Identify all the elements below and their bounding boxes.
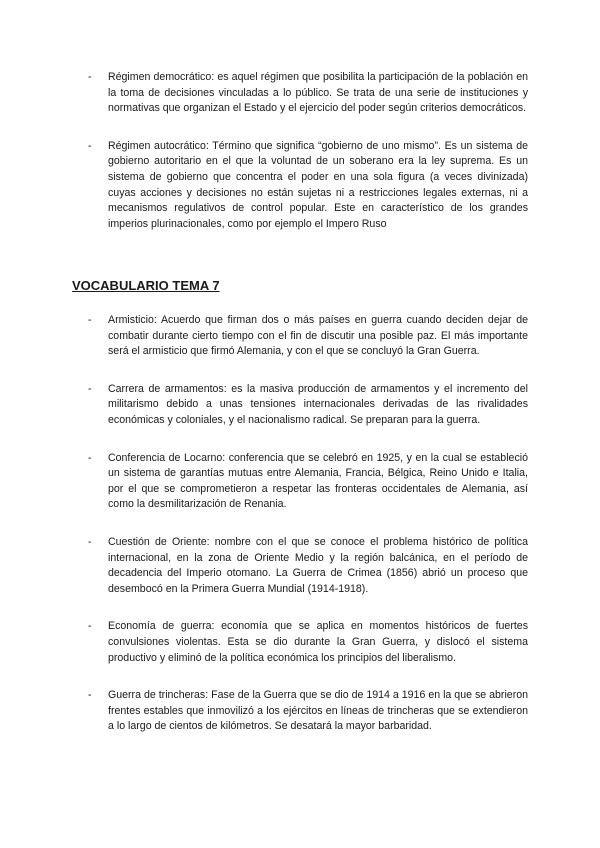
list-item-regimen-democratico	[88, 70, 528, 117]
definition-text: Cuestión de Oriente: nombre con el que se conoce el problema histórico de política internacional, en la zona de Oriente Medio y la región balcánica, en el período de decadencia del Imperio otomano. La Guerra de Crimea (1856) abrió un proceso que desembocó en la Primera Guerra Mundial (1914-1918).	[108, 535, 528, 595]
definition-text: Armisticio: Acuerdo que firman dos o más países en guerra cuando deciden dejar de combatir durante cierto tiempo con el fin de discutir una posible paz. El más importante será el armisticio que firmó Alemania, y con el que se concluyó la Gran Guerra.	[108, 314, 528, 358]
list-item-carrera-armamentos	[88, 382, 528, 429]
top-definitions-list	[88, 70, 528, 254]
bullet-dash: -	[88, 314, 92, 326]
list-item-cuestion-oriente	[88, 535, 528, 597]
definition-text: Carrera de armamentos: es la masiva producción de armamentos y el incremento del militarismo debido a unas tensiones internacionales derivadas de las rivalidades económicas y coloniales, y el nacionalismo radical. Se preparan para la guerra.	[108, 382, 528, 426]
list-item-conferencia-locarno	[88, 451, 528, 513]
definition-text: Régimen democrático: es aquel régimen que posibilita la participación de la población en la toma de decisiones vinculadas a lo público. Se trata de una serie de instituciones y normativas que organizan el Estado y el ejercicio del poder según criterios democráticos.	[108, 71, 528, 115]
definition-text: Economía de guerra: economía que se aplica en momentos históricos de fuertes convulsiones violentas. Esta se dio durante la Gran Guerra, y dislocó el sistema productivo y eliminó de la política económica los principios del liberalismo.	[108, 620, 528, 664]
bullet-dash: -	[88, 451, 92, 464]
bullet-dash: -	[88, 620, 92, 633]
bullet-dash: -	[88, 71, 92, 83]
definition-text: Guerra de trincheras: Fase de la Guerra que se dio de 1914 a 1916 en la que se abrieron frentes estables que inmovilizó a los ejércitos en líneas de trincheras que se extendieron a lo largo de cientos de kilómetros. Se desatará la mayor barbaridad.	[108, 689, 528, 733]
definition-text: Régimen autocrático: Término que significa “gobierno de uno mismo”. Es un sistema de gobierno autoritario en el que la voluntad de un soberano era la ley suprema. Es un sistema de gobierno que concentra el poder en una sola figura (a veces divinizada) cuyas acciones y decisiones no están sujetas ni a restricciones legales externas, ni a mecanismos regulativos de control popular. Este en característico de los grandes imperios plurinacionales, como por ejemplo el Impero Ruso	[108, 139, 528, 230]
bullet-dash: -	[88, 139, 92, 152]
list-item-economia-guerra	[88, 619, 528, 666]
bullet-dash: -	[88, 382, 92, 395]
section-heading: VOCABULARIO TEMA 7	[72, 278, 220, 293]
list-item-armisticio	[88, 313, 528, 360]
definition-text: Conferencia de Locarno: conferencia que se celebró en 1925, y en la cual se estableció un sistema de garantías mutuas entre Alemania, Francia, Bélgica, Reino Unido e Italia, por el que se comprometieron a respetar las fronteras occidentales de Alemania, así como la desmilitarización de Renania.	[108, 451, 528, 511]
bullet-dash: -	[88, 535, 92, 548]
list-item-guerra-trincheras	[88, 688, 528, 735]
vocabulary-list	[88, 313, 528, 757]
list-item-regimen-autocratico	[88, 139, 528, 233]
bullet-dash: -	[88, 689, 92, 702]
